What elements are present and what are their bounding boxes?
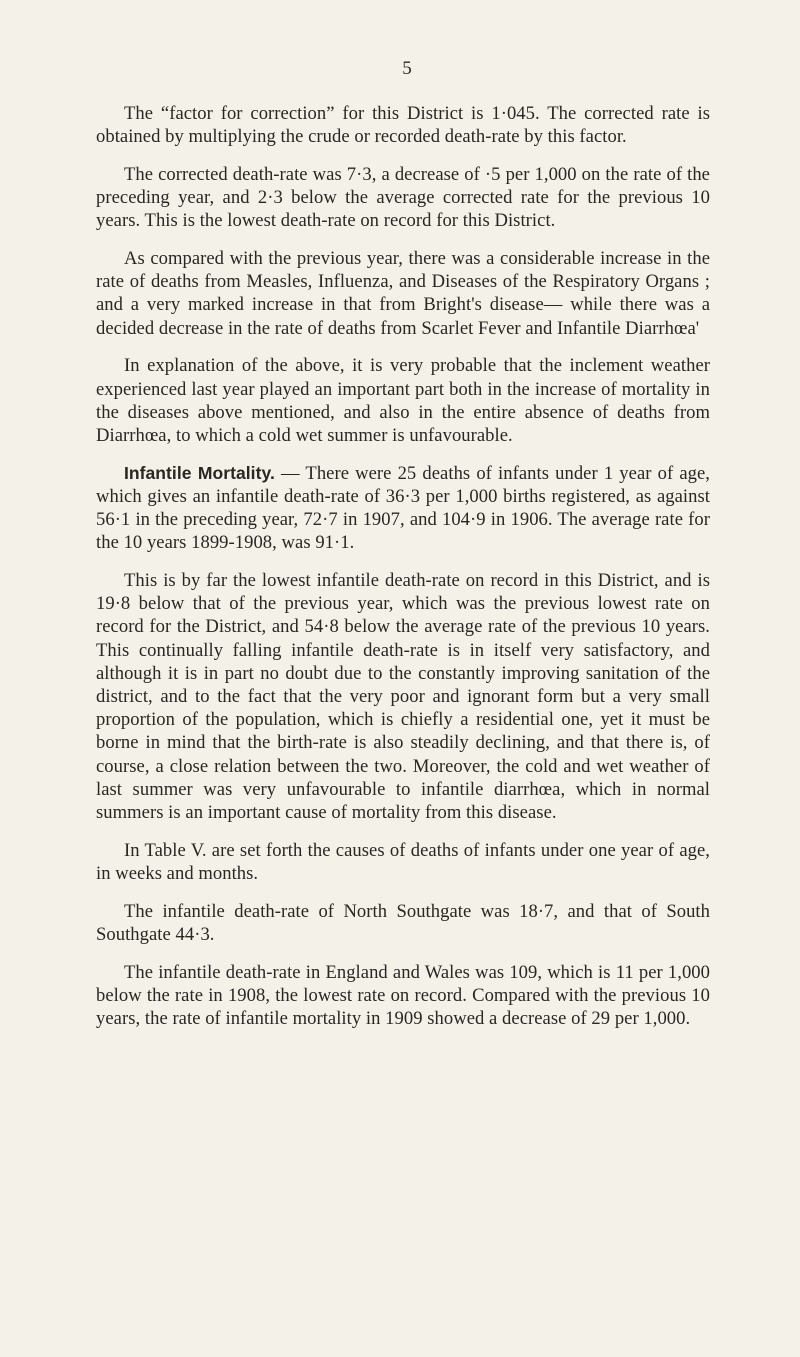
paragraph-factor-correction: The “factor for correction” for this District is 1·045. The corrected rate is obtained by multiplying the crude or recorded death-rate by this factor. [96,103,710,148]
paragraph-north-south-southgate: The infantile death-rate of North Southgate was 18·7, and that of South Southgate 44·3. [96,900,710,945]
paragraph-infantile-mortality-text: — There were 25 deaths of infants under 1 year of age, which gives an infantile death-rate of 36·3 per 1,000 births registered, as against 56·1 in the preceding year, 72·7 in 1907, and 104·9 in 1906. The average rate for the 10 years 1899-1908, was 91·1. [96,462,710,554]
paragraph-corrected-death-rate: The corrected death-rate was 7·3, a decrease of ·5 per 1,000 on the rate of the preceding year, and 2·3 below the average corrected rate for the previous 10 years. This is the lowest death-rate on record for this District. [96,163,710,232]
paragraph-comparison-previous-year: As compared with the previous year, there was a considerable increase in the rate of deaths from Measles, Influenza, and Diseases of the Respiratory Organs ; and a very marked increase in that from Bright's disease— while there was a decided decrease in the rate of deaths from Scarlet Fever and Infantile Diarrhœa' [96,248,710,339]
paragraph-table-v: In Table V. are set forth the causes of deaths of infants under one year of age, in weeks and months. [96,839,710,884]
paragraph-england-wales: The infantile death-rate in England and Wales was 109, which is 11 per 1,000 below the rate in 1908, the lowest rate on record. Compared with the previous 10 years, the rate of infantile mortality in 1909 showed a decrease of 29 per 1,000. [96,961,710,1029]
paragraph-explanation: In explanation of the above, it is very probable that the inclement weather experienced last year played an important part both in the increase of mortality in the diseases above mentioned, and also in the entire absence of deaths from Diarrhœa, to which a cold wet summer is unfavourable. [96,355,710,446]
paragraph-infantile-mortality [96,462,710,555]
page-number: 5 [402,58,412,79]
paragraph-lowest-infantile-rate: This is by far the lowest infantile death-rate on record in this District, and is 19·8 below that of the previous year, which was the previous lowest rate on record for the District, and 54·8 below the average rate of the previous 10 years. This continually falling infantile death-rate is in itself very satisfactory, and although it is in part no doubt due to the constantly improving sanitation of the district, and to the fact that the very poor and ignorant form but a very small proportion of the population, which is chiefly a residential one, yet it must be borne in mind that the birth-rate is also steadily declining, and that there is, of course, a close relation between the two. Moreover, the cold and wet weather of last summer was very unfavourable to infantile diarrhœa, which in normal summers is an important cause of mortality from this disease. [96,569,710,823]
section-heading-infantile-mortality: Infantile Mortality. [124,462,275,483]
